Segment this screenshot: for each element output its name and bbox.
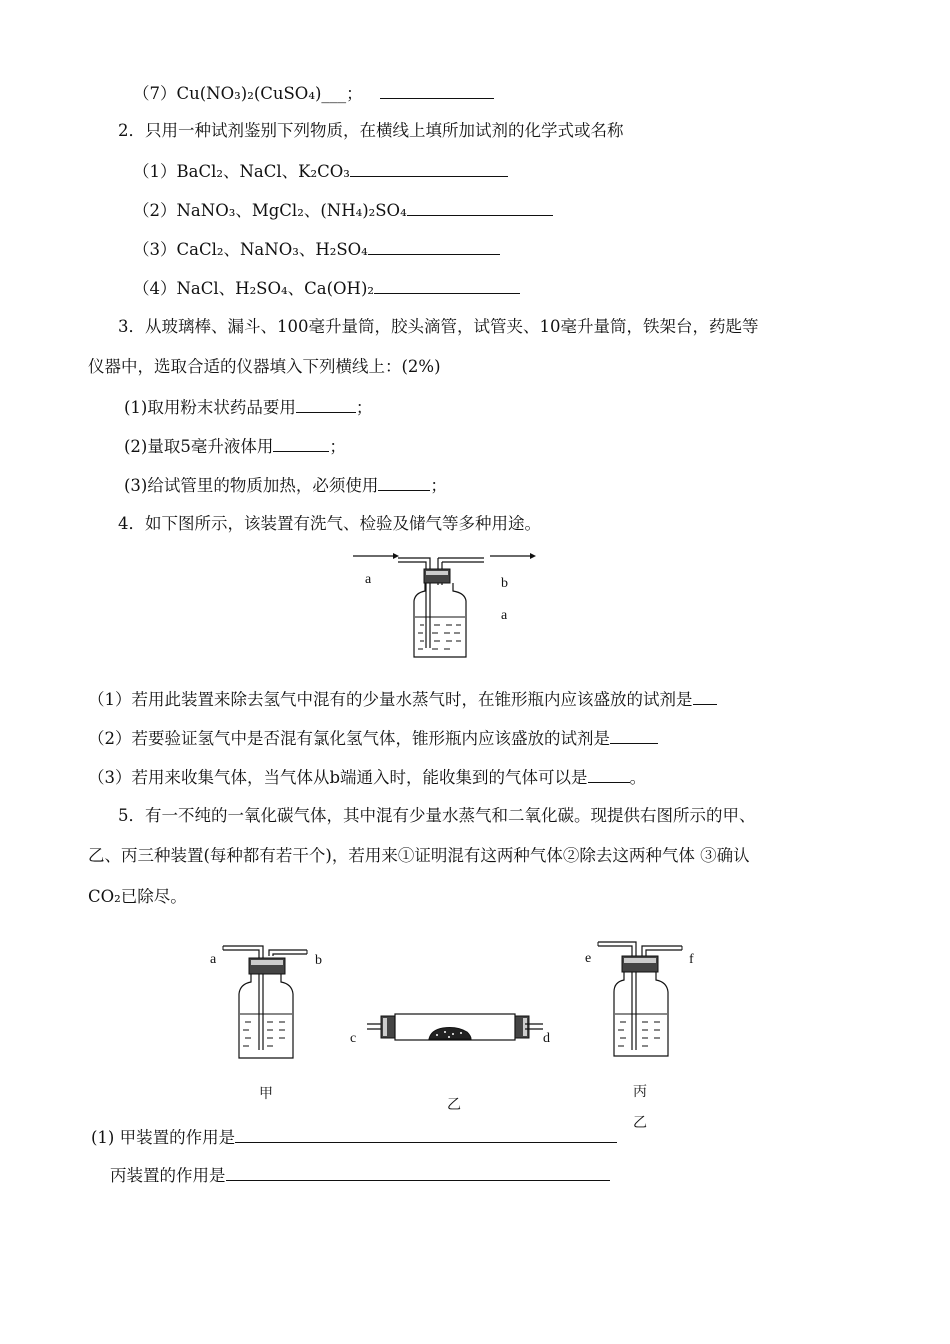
caption-jia: 甲 bbox=[259, 1087, 273, 1102]
q3-item-1-text: (1)取用粉末状药品要用 bbox=[124, 398, 296, 417]
q2-item-3 bbox=[133, 238, 500, 261]
q5-text-line2: 乙、丙三种装置(每种都有若干个)，若用来①证明混有这两种气体②除去这两种气体 ③确认 bbox=[88, 846, 750, 865]
q1-item-7 bbox=[133, 82, 494, 105]
q3-title-line1: 3．从玻璃棒、漏斗、100毫升量筒，胶头滴管，试管夹、10毫升量筒，铁架台，药匙等 bbox=[118, 317, 759, 336]
answer-blank[interactable] bbox=[693, 688, 717, 705]
answer-blank[interactable] bbox=[350, 160, 508, 177]
label-jia-b: b bbox=[315, 953, 322, 968]
q2-title: 2．只用一种试剂鉴别下列物质，在横线上填所加试剂的化学式或名称 bbox=[118, 121, 624, 140]
caption-yi-second: 乙 bbox=[633, 1116, 647, 1131]
answer-blank[interactable] bbox=[235, 1126, 617, 1143]
q3-title-line2: 仪器中，选取合适的仪器填入下列横线上：(2%) bbox=[88, 357, 441, 376]
q1-item-7-text: （7）Cu(NO₃)₂(CuSO₄)___； bbox=[133, 84, 363, 103]
q5-item-1 bbox=[91, 1126, 617, 1149]
answer-blank[interactable] bbox=[378, 474, 430, 491]
q2-item-4 bbox=[133, 277, 520, 300]
label-bing-f: f bbox=[689, 952, 694, 967]
label-bing-e: e bbox=[585, 951, 592, 966]
q4-item-1 bbox=[88, 688, 717, 711]
q2-item-1 bbox=[133, 160, 508, 183]
q4-item-1-text: （1）若用此装置来除去氢气中混有的少量水蒸气时，在锥形瓶内应该盛放的试剂是 bbox=[88, 690, 693, 709]
answer-blank[interactable] bbox=[407, 199, 553, 216]
q3-item-1 bbox=[124, 396, 372, 419]
semicolon: ； bbox=[430, 476, 447, 495]
q2-item-1-text: （1）BaCl₂、NaCl、K₂CO₃ bbox=[133, 162, 350, 181]
q3-item-2 bbox=[124, 435, 346, 458]
q3-item-3 bbox=[124, 474, 447, 497]
q5-item-1-text: (1) 甲装置的作用是 bbox=[91, 1128, 236, 1147]
answer-blank[interactable] bbox=[296, 396, 356, 413]
q2-item-2-text: （2）NaNO₃、MgCl₂、(NH₄)₂SO₄ bbox=[133, 201, 407, 220]
q4-title: 4．如下图所示，该装置有洗气、检验及储气等多种用途。 bbox=[118, 514, 541, 533]
answer-blank[interactable] bbox=[380, 82, 494, 99]
q3-item-3-text: (3)给试管里的物质加热，必须使用 bbox=[124, 476, 379, 495]
q5-item-2 bbox=[110, 1164, 610, 1187]
apparatus-bing bbox=[592, 934, 692, 1059]
q4-item-3-text: （3）若用来收集气体，当气体从b端通入时，能收集到的气体可以是 bbox=[88, 768, 588, 787]
answer-blank[interactable] bbox=[588, 766, 630, 783]
gas-washing-bottle-figure bbox=[340, 545, 560, 665]
answer-blank[interactable] bbox=[374, 277, 520, 294]
q4-item-2-text: （2）若要验证氢气中是否混有氯化氢气体，锥形瓶内应该盛放的试剂是 bbox=[88, 729, 610, 748]
label-a: a bbox=[365, 572, 372, 587]
caption-bing: 丙 bbox=[633, 1085, 647, 1100]
answer-blank[interactable] bbox=[610, 727, 658, 744]
answer-blank[interactable] bbox=[273, 435, 329, 452]
answer-blank[interactable] bbox=[226, 1164, 610, 1181]
semicolon: ； bbox=[329, 437, 346, 456]
apparatus-yi bbox=[365, 1008, 545, 1048]
caption-yi: 乙 bbox=[447, 1098, 461, 1113]
label-jia-a: a bbox=[210, 952, 217, 967]
q5-item-2-text: 丙装置的作用是 bbox=[110, 1166, 226, 1185]
apparatus-jia bbox=[215, 938, 315, 1063]
answer-blank[interactable] bbox=[368, 238, 500, 255]
q5-text-line3: CO₂已除尽。 bbox=[88, 887, 187, 906]
period: 。 bbox=[629, 768, 647, 787]
label-b: b bbox=[501, 576, 508, 591]
q3-item-2-text: (2)量取5毫升液体用 bbox=[124, 437, 274, 456]
label-yi-d: d bbox=[543, 1031, 550, 1046]
semicolon: ； bbox=[355, 398, 373, 417]
q2-item-4-text: （4）NaCl、H₂SO₄、Ca(OH)₂ bbox=[133, 279, 374, 298]
q2-item-3-text: （3）CaCl₂、NaNO₃、H₂SO₄ bbox=[133, 240, 368, 259]
label-yi-c: c bbox=[350, 1031, 357, 1046]
q4-item-3 bbox=[88, 766, 646, 789]
q5-text-line1: 5．有一不纯的一氧化碳气体，其中混有少量水蒸气和二氧化碳。现提供右图所示的甲、 bbox=[118, 806, 756, 825]
label-a-second: a bbox=[501, 608, 508, 623]
q4-item-2 bbox=[88, 727, 658, 750]
q2-item-2 bbox=[133, 199, 553, 222]
